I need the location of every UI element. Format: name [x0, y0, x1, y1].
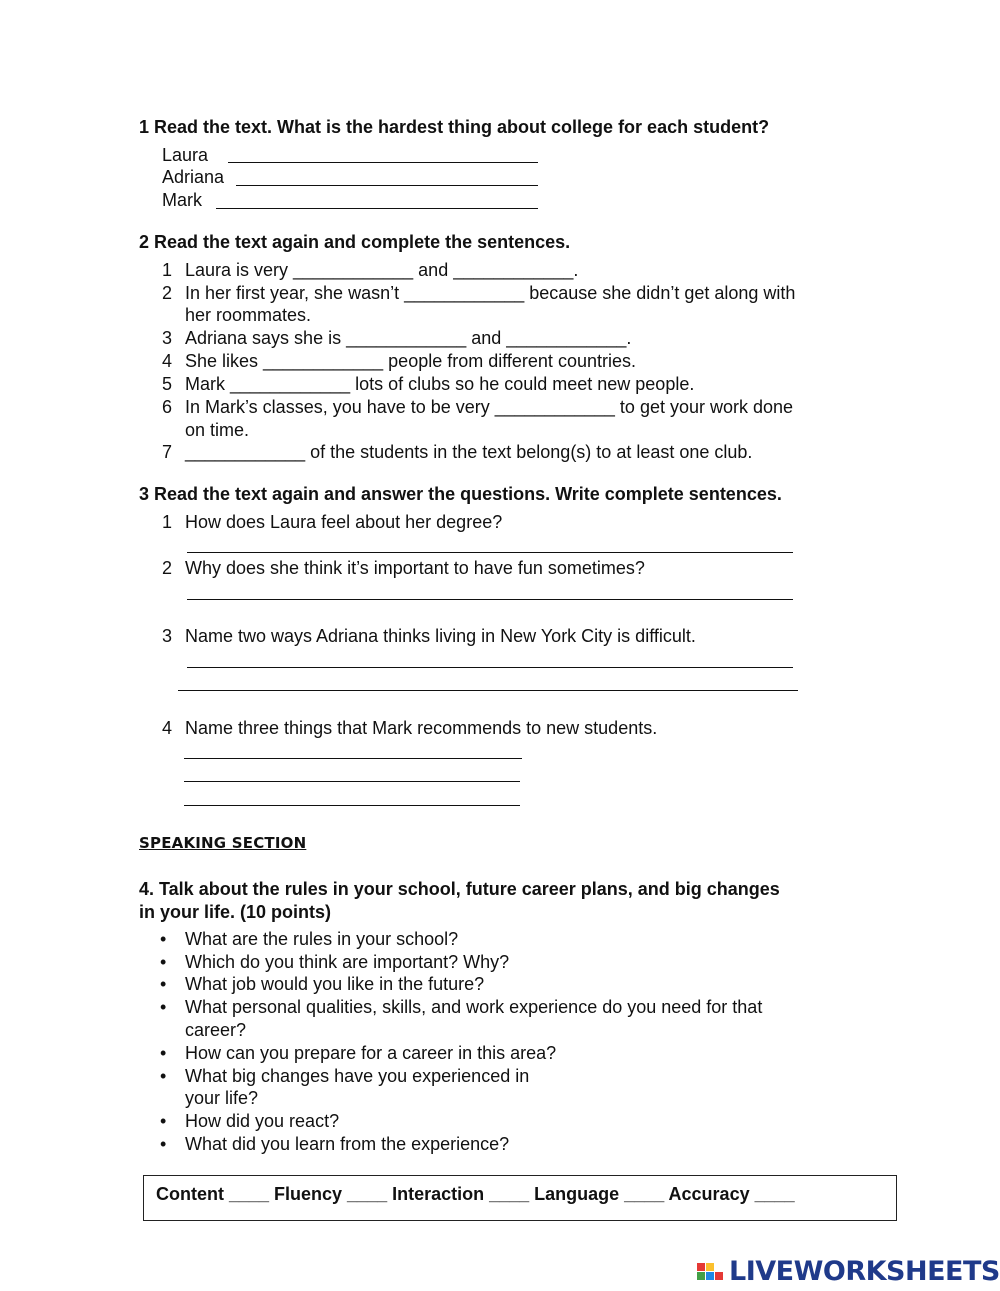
bullet-icon: • [160, 997, 167, 1017]
bullet-item: What are the rules in your school? [185, 929, 459, 949]
item-number: 1 [162, 260, 173, 280]
logo-text: LIVEWORKSHEETS [729, 1255, 1000, 1287]
item-number: 2 [162, 283, 173, 303]
student-name-laura: Laura [162, 145, 209, 165]
answer-line[interactable] [187, 667, 793, 668]
section1-heading: 1 Read the text. What is the hardest thing about college for each student? [139, 117, 770, 137]
speaking-heading-line2: in your life. (10 points) [139, 902, 332, 922]
item-number: 3 [162, 328, 173, 348]
sentence-item: In Mark’s classes, you have to be very ____________ to get your work done [185, 397, 794, 417]
section2-heading: 2 Read the text again and complete the sentences. [139, 232, 571, 252]
liveworksheets-logo [697, 1254, 1000, 1288]
answer-line[interactable] [184, 805, 520, 806]
student-name-mark: Mark [162, 190, 202, 210]
answer-line[interactable] [184, 758, 522, 759]
sentence-item-continued: on time. [185, 420, 250, 440]
bullet-item: How can you prepare for a career in this area? [185, 1043, 557, 1063]
question-text: Name two ways Adriana thinks living in New York City is difficult. [185, 626, 696, 646]
bullet-item: What big changes have you experienced in [185, 1066, 530, 1086]
answer-line-mark[interactable] [216, 208, 538, 209]
item-number: 4 [162, 351, 173, 371]
bullet-icon: • [160, 1043, 167, 1063]
item-number: 6 [162, 397, 173, 417]
scoring-box [143, 1175, 897, 1221]
bullet-icon: • [160, 1134, 167, 1154]
bullet-item-continued: your life? [185, 1088, 259, 1108]
bullet-item: What personal qualities, skills, and work experience do you need for that [185, 997, 763, 1017]
item-number: 7 [162, 442, 173, 462]
scoring-criteria: Content ____ Fluency ____ Interaction ____ Language ____ Accuracy ____ [156, 1184, 795, 1204]
bullet-icon: • [160, 974, 167, 994]
question-number: 2 [162, 558, 173, 578]
question-number: 4 [162, 718, 173, 738]
answer-line[interactable] [184, 781, 520, 782]
sentence-item: ____________ of the students in the text belong(s) to at least one club. [185, 442, 753, 462]
bullet-item: Which do you think are important? Why? [185, 952, 510, 972]
answer-line[interactable] [187, 552, 793, 553]
answer-line[interactable] [178, 690, 798, 691]
question-number: 1 [162, 512, 173, 532]
sentence-item: Laura is very ____________ and ____________. [185, 260, 579, 280]
sentence-item: Mark ____________ lots of clubs so he could meet new people. [185, 374, 695, 394]
answer-line-adriana[interactable] [236, 185, 538, 186]
bullet-icon: • [160, 1066, 167, 1086]
bullet-item-continued: career? [185, 1020, 247, 1040]
item-number: 5 [162, 374, 173, 394]
question-text: Name three things that Mark recommends to new students. [185, 718, 658, 738]
logo-blocks-icon [697, 1257, 725, 1285]
bullet-icon: • [160, 929, 167, 949]
bullet-item: What did you learn from the experience? [185, 1134, 510, 1154]
speaking-heading-line1: 4. Talk about the rules in your school, future career plans, and big changes [139, 879, 780, 899]
answer-line[interactable] [187, 599, 793, 600]
section3-heading: 3 Read the text again and answer the questions. Write complete sentences. [139, 484, 782, 504]
question-text: Why does she think it’s important to have fun sometimes? [185, 558, 645, 578]
bullet-item: How did you react? [185, 1111, 340, 1131]
sentence-item: Adriana says she is ____________ and ____________. [185, 328, 632, 348]
bullet-icon: • [160, 1111, 167, 1131]
question-text: How does Laura feel about her degree? [185, 512, 503, 532]
student-name-adriana: Adriana [162, 167, 225, 187]
bullet-item: What job would you like in the future? [185, 974, 485, 994]
question-number: 3 [162, 626, 173, 646]
sentence-item-continued: her roommates. [185, 305, 312, 325]
speaking-section-title: SPEAKING SECTION [139, 834, 307, 852]
sentence-item: She likes ____________ people from different countries. [185, 351, 636, 371]
sentence-item: In her first year, she wasn’t ____________ because she didn’t get along with [185, 283, 796, 303]
bullet-icon: • [160, 952, 167, 972]
answer-line-laura[interactable] [228, 162, 538, 163]
